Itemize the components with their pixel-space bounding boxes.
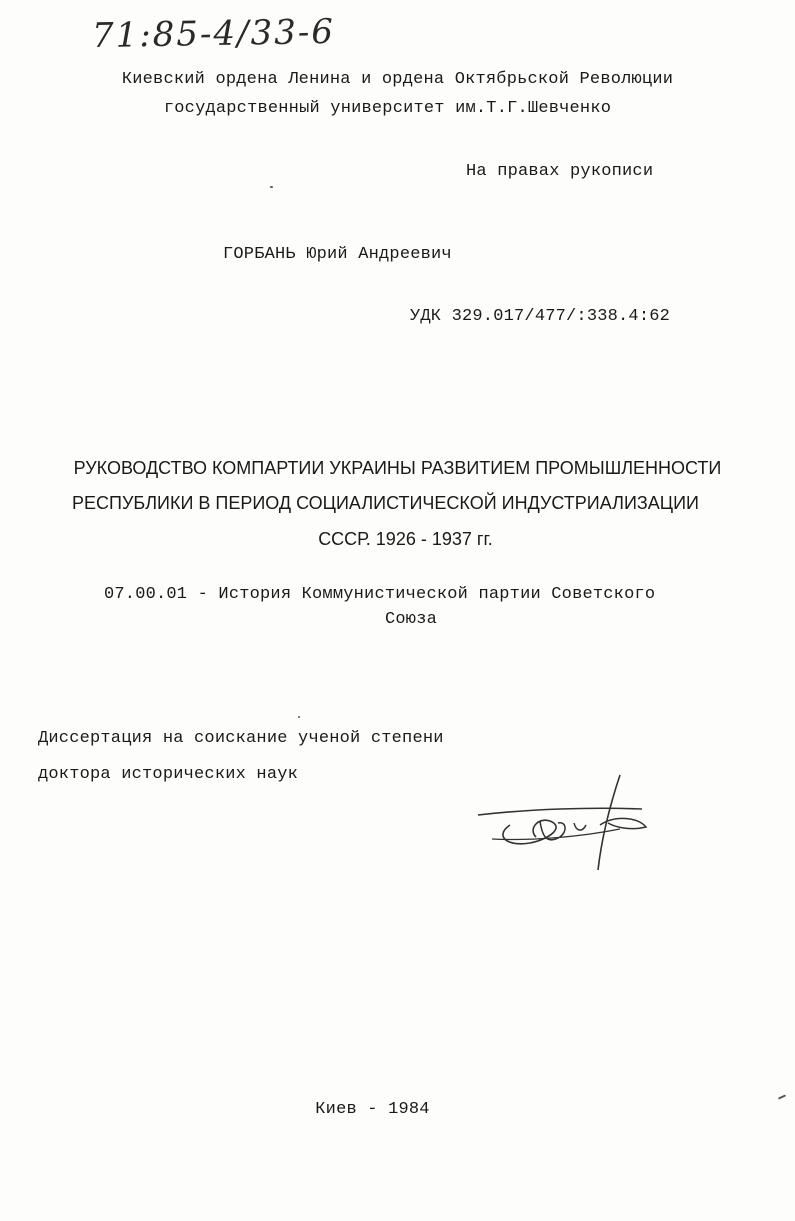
author-signature <box>470 765 670 885</box>
scan-mark <box>778 1094 786 1099</box>
specialty-line-2: Союза <box>385 610 438 629</box>
scan-speck <box>270 186 273 188</box>
manuscript-rights: На правах рукописи <box>466 162 654 181</box>
author-name: ГОРБАНЬ Юрий Андреевич <box>223 245 452 264</box>
title-line-2: РЕСПУБЛИКИ В ПЕРИОД СОЦИАЛИСТИЧЕСКОЙ ИНДУСТРИАЛИЗАЦИИ <box>72 493 699 513</box>
handwritten-catalog-note: 71:85-4/33-6 <box>91 11 336 57</box>
place-and-year: Киев - 1984 <box>315 1100 430 1119</box>
degree-line-2: доктора исторических наук <box>38 765 299 784</box>
specialty-line-1: 07.00.01 - История Коммунистической партии Советского <box>104 585 656 604</box>
title-line-1: РУКОВОДСТВО КОМПАРТИИ УКРАИНЫ РАЗВИТИЕМ ПРОМЫШЛЕННОСТИ <box>73 458 722 478</box>
title-line-3: СССР. 1926 - 1937 гг. <box>318 529 493 549</box>
udc-code: УДК 329.017/477/:338.4:62 <box>410 307 671 326</box>
degree-line-1: Диссертация на соискание ученой степени <box>38 729 444 748</box>
university-line-2: государственный университет им.Т.Г.Шевченко <box>163 99 612 118</box>
scan-speck <box>298 716 300 718</box>
university-line-1: Киевский ордена Ленина и ордена Октябрьской Революции <box>121 70 674 89</box>
